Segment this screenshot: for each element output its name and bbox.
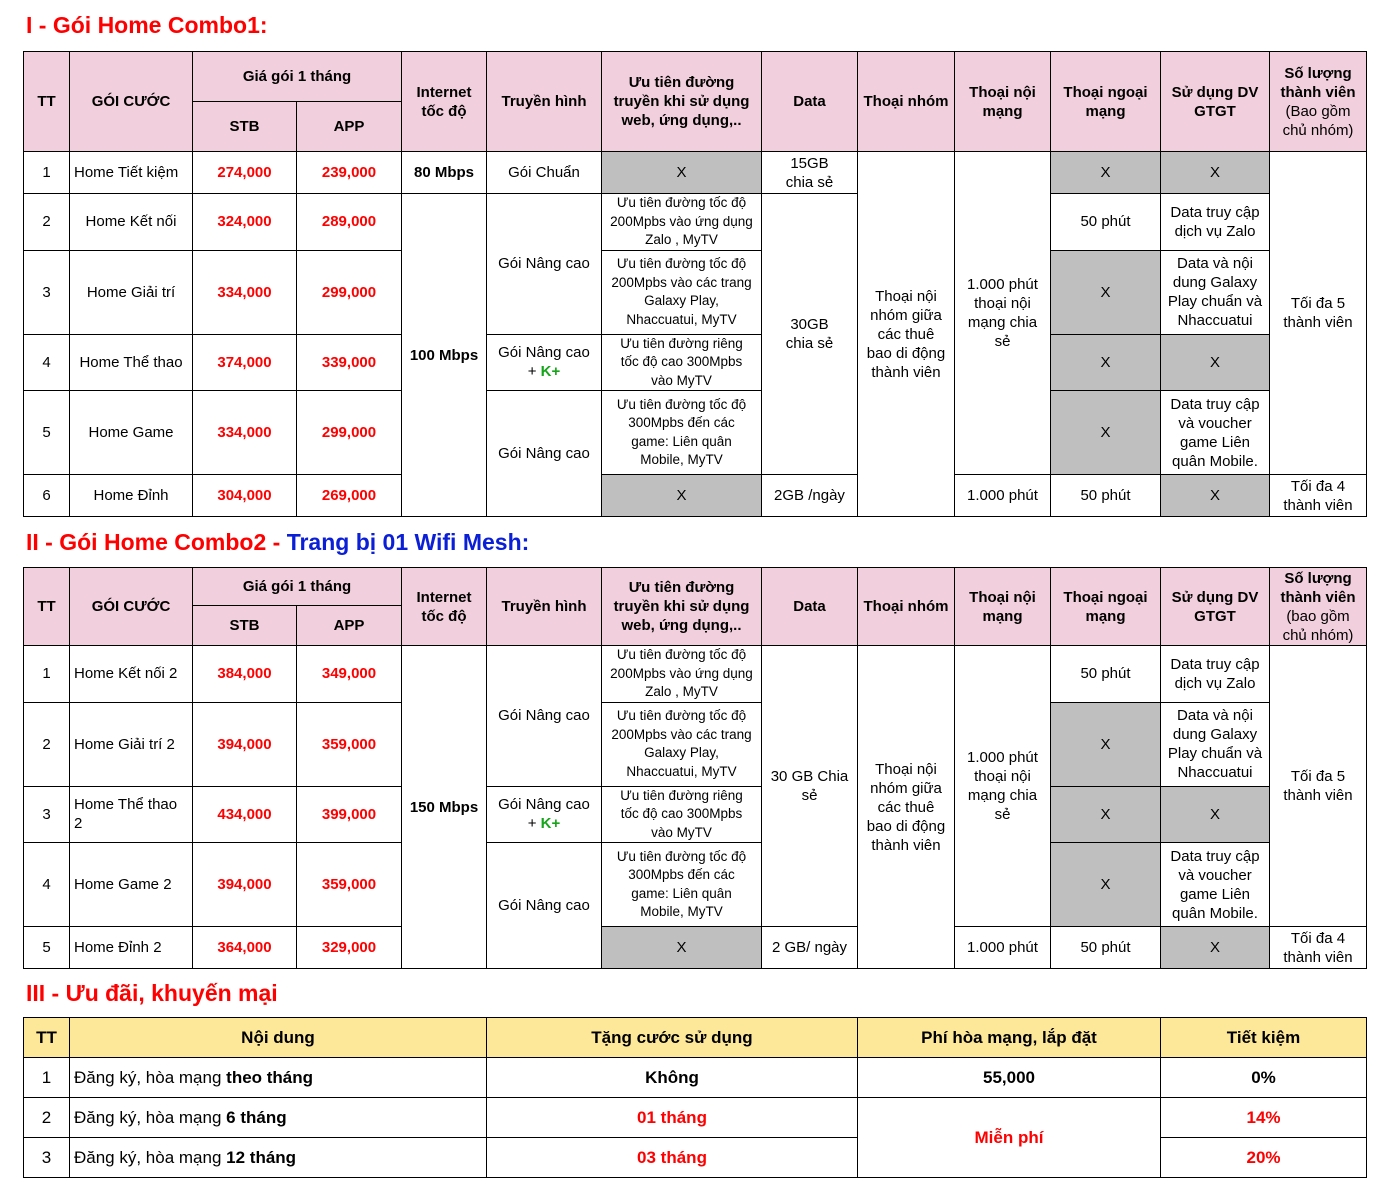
table-row: 1 Home Kết nối 2 384,000 349,000 150 Mbps Gói Nâng cao Ưu tiên đường tốc độ 200Mpbs vào ứng dụng Zalo , MyTV 30 GB Chia sẻ Thoại nội nhóm giữa các thuê bao di động thành viên 1.000 phút thoại nội mạng chia sẻ 50 phút Data truy cập dịch vụ Zalo Tối đa 5 thành viên xyxy=(24,646,1367,703)
header-thoai-ngoai: Thoại ngoại mạng xyxy=(1051,52,1161,152)
section3-heading: III - Ưu đãi, khuyến mại xyxy=(26,980,278,1006)
section2-heading: II - Gói Home Combo2 - Trang bị 01 Wifi Mesh: xyxy=(26,529,530,555)
section1-heading xyxy=(26,12,268,39)
header-goi-cuoc: GÓI CƯỚC xyxy=(70,52,193,152)
table-row: 2 Đăng ký, hòa mạng 6 tháng 01 tháng Miễn phí 14% xyxy=(24,1098,1367,1138)
header-thoai-nhom: Thoại nhóm xyxy=(858,52,955,152)
table-row: 3 Home Giải trí 334,000 299,000 Ưu tiên đường tốc độ 200Mpbs vào các trang Galaxy Play, Nhaccuatui, MyTV X Data và nội dung Galaxy Play chuẩn và Nhaccuatui xyxy=(24,250,1367,334)
table-row: 2 Home Kết nối 324,000 289,000 100 Mbps Gói Nâng cao Ưu tiên đường tốc độ 200Mpbs vào ứng dụng Zalo , MyTV 30GB chia sẻ 50 phút Data truy cập dịch vụ Zalo xyxy=(24,194,1367,251)
table-row: 1 Home Tiết kiệm 274,000 239,000 80 Mbps Gói Chuẩn X 15GB chia sẻ Thoại nội nhóm giữa các thuê bao di động thành viên 1.000 phút thoại nội mạng chia sẻ X X Tối đa 5 thành viên xyxy=(24,152,1367,194)
header-so-luong: Số lượng thành viên (Bao gồm chủ nhóm) xyxy=(1270,52,1367,152)
table-row: 3 Home Thể thao 2 434,000 399,000 Gói Nâng cao + K+ Ưu tiên đường riêng tốc độ cao 300Mpbs vào MyTV X X xyxy=(24,786,1367,843)
combo1-table xyxy=(23,51,1367,517)
table-row: 2 Home Giải trí 2 394,000 359,000 Ưu tiên đường tốc độ 200Mpbs vào các trang Galaxy Play, Nhaccuatui, MyTV X Data và nội dung Galaxy Play chuẩn và Nhaccuatui xyxy=(24,702,1367,786)
header-app: APP xyxy=(297,102,402,152)
header-gia-goi: Giá gói 1 tháng xyxy=(193,52,402,102)
table-row: 5 Home Đỉnh 2 364,000 329,000 X 2 GB/ ngày 1.000 phút 50 phút X Tối đa 4 thành viên xyxy=(24,927,1367,969)
promo-table: TT Nội dung Tặng cước sử dụng Phí hòa mạng, lắp đặt Tiết kiệm 1 Đăng ký, hòa mạng theo tháng Không 55,000 0% 2 Đăng ký, hòa mạng 6 tháng 01 tháng Miễn phí 14% 3 Đăng ký, hòa mạng 12 tháng 03 tháng 20% xyxy=(23,1017,1367,1178)
header-gtgt: Sử dụng DV GTGT xyxy=(1161,52,1270,152)
header-tt: TT xyxy=(24,52,70,152)
section1-title: Gói Home Combo1: xyxy=(52,12,268,38)
table-row: 1 Đăng ký, hòa mạng theo tháng Không 55,000 0% xyxy=(24,1058,1367,1098)
header-uu-tien: Ưu tiên đường truyền khi sử dụng web, ứng dụng,.. xyxy=(602,52,762,152)
header-truyen-hinh: Truyền hình xyxy=(487,52,602,152)
table-row: 5 Home Game 334,000 299,000 Gói Nâng cao Ưu tiên đường tốc độ 300Mpbs đến các game: Liên quân Mobile, MyTV X Data truy cập và voucher game Liên quân Mobile. xyxy=(24,391,1367,475)
header-internet: Internet tốc độ xyxy=(402,52,487,152)
header-thoai-noi: Thoại nội mạng xyxy=(955,52,1051,152)
combo2-table: TT GÓI CƯỚC Giá gói 1 tháng Internet tốc độ Truyền hình Ưu tiên đường truyền khi sử dụng web, ứng dụng,.. Data Thoại nhóm Thoại nội mạng Thoại ngoại mạng Sử dụng DV GTGT Số lượng thành viên (bao gồm chủ nhóm) STB APP 1 Home Kết nối 2 384,000 349,000 150 Mbps Gói Nâng cao Ưu tiên đường tốc độ 200Mpbs vào ứng dụng Zalo , MyTV 30 GB Chia sẻ Thoại nội nhóm giữa các thuê bao di động thành viên 1.000 phút thoại nội mạng chia sẻ 50 phút Data truy cập dịch vụ Zalo Tối đa 5 thành viên 2 Home Giải trí 2 394,000 359,000 Ưu tiên đường tốc độ 200Mpbs vào các trang Galaxy Play, Nhaccuatui, MyTV X Data và nội dung Galaxy Play chuẩn và Nhaccuatui 3 Home Thể thao 2 434,000 399,000 Gói Nâng cao + K+ Ưu tiên đường riêng tốc độ cao 300Mpbs vào MyTV X X 4 Home Game 2 394,000 359,000 Gói Nâng cao Ưu tiên đường tốc độ 300Mpbs đến các game: Liên quân Mobile, MyTV X Data truy cập và voucher game Liên quân Mobile. 5 Home Đỉnh 2 364,000 329,000 X 2 GB/ ngày 1.000 phút 50 phút X Tối đa 4 thành viên xyxy=(23,567,1367,969)
table-row: 6 Home Đỉnh 304,000 269,000 X 2GB /ngày 1.000 phút 50 phút X Tối đa 4 thành viên xyxy=(24,475,1367,517)
table-row: 4 Home Game 2 394,000 359,000 Gói Nâng cao Ưu tiên đường tốc độ 300Mpbs đến các game: Liên quân Mobile, MyTV X Data truy cập và voucher game Liên quân Mobile. xyxy=(24,843,1367,927)
table-row: 3 Đăng ký, hòa mạng 12 tháng 03 tháng 20% xyxy=(24,1138,1367,1178)
table-row: 4 Home Thể thao 374,000 339,000 Gói Nâng cao + K+ Ưu tiên đường riêng tốc độ cao 300Mpbs vào MyTV X X xyxy=(24,334,1367,391)
section1-prefix: I - xyxy=(26,12,53,38)
header-stb: STB xyxy=(193,102,297,152)
header-data: Data xyxy=(762,52,858,152)
